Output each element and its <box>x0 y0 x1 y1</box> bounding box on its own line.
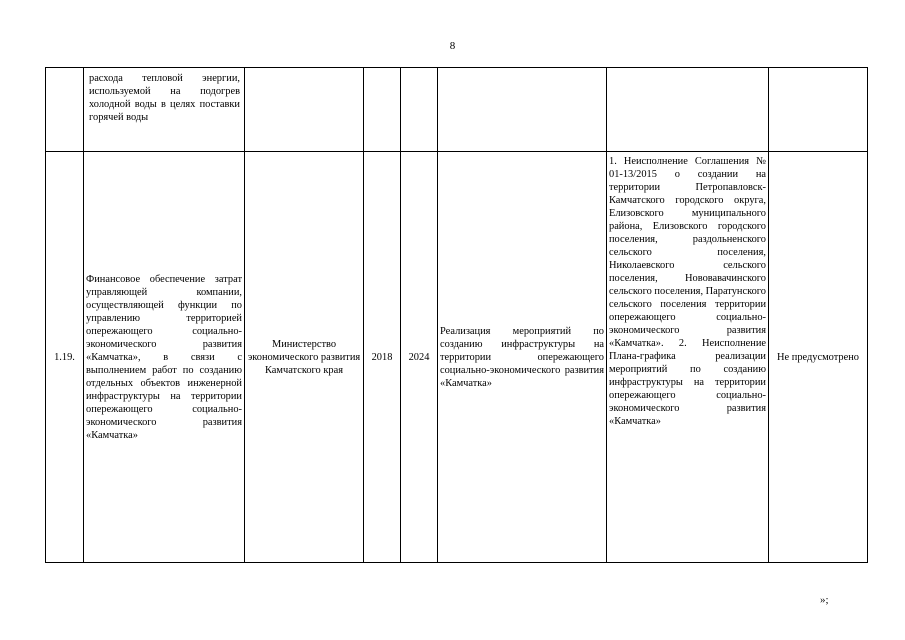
cell-link <box>769 68 868 152</box>
measure-name-continued: расхода тепловой энергии, используемой на подогрев холодной воды в целях поставки горячей воды <box>89 73 240 123</box>
cell-organization <box>245 68 364 152</box>
year-end: 2024 <box>408 351 430 363</box>
cell-measure-name <box>84 152 245 563</box>
table-row <box>46 152 868 563</box>
cell-result <box>438 68 607 152</box>
link-text: Не предусмотрено <box>777 351 859 363</box>
cell-year-end <box>401 152 438 563</box>
cell-year-start <box>364 68 401 152</box>
cell-risks <box>607 68 769 152</box>
year-start: 2018 <box>371 351 393 363</box>
expected-result: Реализация мероприятий по созданию инфраструктуры на территории опережающего социально-экономического развития «Камчатка» <box>440 325 604 389</box>
cell-number <box>46 152 84 563</box>
table-row <box>46 68 868 152</box>
cell-year-end <box>401 68 438 152</box>
cell-measure-name <box>84 68 245 152</box>
cell-organization <box>245 152 364 563</box>
cell-year-start <box>364 152 401 563</box>
cell-number <box>46 68 84 152</box>
cell-result <box>438 152 607 563</box>
responsible-organization: Министерство экономического развития Камчатского края <box>247 338 361 376</box>
risks-text: 1. Неисполнение Соглашения № 01-13/2015 о создании на территории Петропавловск-Камчатского городского округа, Елизовского муниципального района, Елизовского городского поселения, раздольненского сельского поселения, Николаевского сельского поселения, Нововавачинского сельского поселения, Паратунского сельского поселения территории опережающего социально-экономического развития «Камчатка». 2. Неисполнение Плана-графика реализации мероприятий по созданию инфраструктуры на территории опережающего социально-экономического развития «Камчатка» <box>609 156 766 427</box>
measure-name: Финансовое обеспечение затрат управляющей компании, осуществляющей функции по управлению территорией опережающего социально-экономического развития «Камчатка», в связи с выполнением работ по созданию отдельных объектов инженерной инфраструктуры на территории опережающего социально-экономического развития «Камчатка» <box>86 273 242 441</box>
row-number: 1.19. <box>54 351 75 363</box>
cell-risks <box>607 152 769 563</box>
measures-table <box>45 67 868 563</box>
cell-link <box>769 152 868 563</box>
page-number: 8 <box>449 40 456 52</box>
closing-quote: »; <box>820 594 829 606</box>
